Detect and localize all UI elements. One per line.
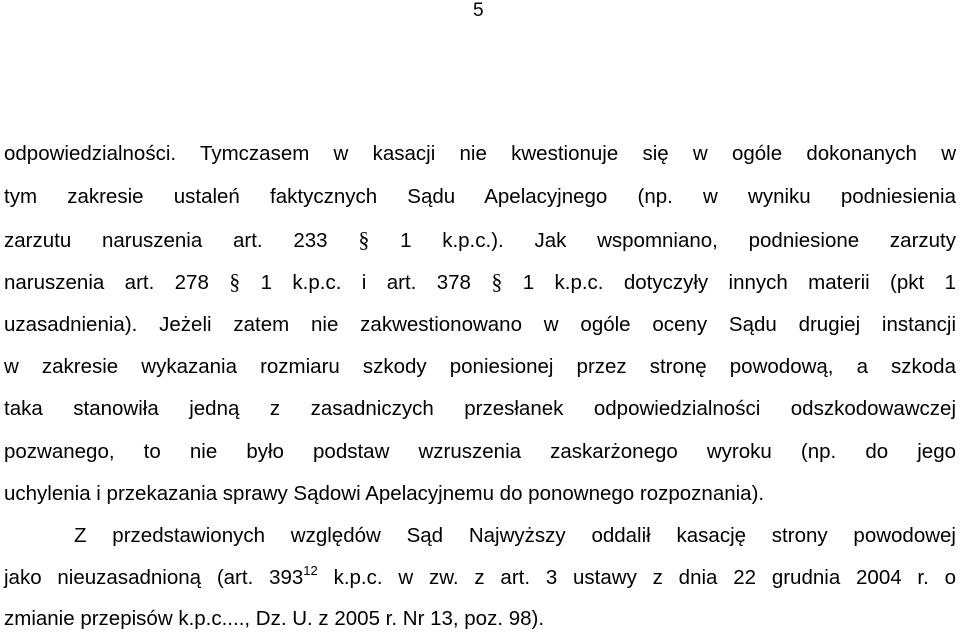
text-segment: 1 k.p.c.). Jak wspomniano, podniesione zarzuty — [400, 229, 956, 252]
text-line-4 — [4, 270, 956, 295]
text-segment: 1 k.p.c. dotyczyły innych materii (pkt 1 — [522, 271, 957, 294]
text-segment: 1 k.p.c. i art. 378 — [260, 271, 471, 294]
text-line-6: w zakresie wykazania rozmiaru szkody poniesionej przez stronę powodową, a szkoda — [4, 355, 956, 378]
text-segment: naruszenia art. 278 — [4, 271, 209, 294]
section-sign: § — [491, 269, 503, 294]
text-line-1: odpowiedzialności. Tymczasem w kasacji nie kwestionuje się w ogóle dokonanych w — [4, 142, 956, 165]
section-sign: § — [229, 269, 241, 294]
text-line-8: pozwanego, to nie było podstaw wzruszenia zaskarżonego wyroku (np. do jego — [4, 440, 956, 463]
text-line-5: uzasadnienia). Jeżeli zatem nie zakwestionowano w ogóle oceny Sądu drugiej instancji — [4, 313, 956, 336]
text-segment: zarzutu naruszenia art. 233 — [4, 229, 328, 252]
text-line-10: Z przedstawionych względów Sąd Najwyższy oddalił kasację strony powodowej — [74, 524, 956, 547]
text-line-11 — [4, 563, 957, 590]
text-line-2: tym zakresie ustaleń faktycznych Sądu Apelacyjnego (np. w wyniku podniesienia — [4, 185, 956, 208]
superscript: 12 — [303, 563, 318, 578]
section-sign: § — [358, 227, 370, 252]
text-line-3 — [4, 228, 956, 253]
text-segment: k.p.c. w zw. z art. 3 ustawy z dnia 22 grudnia 2004 r. o — [333, 566, 957, 589]
text-line-12: zmianie przepisów k.p.c...., Dz. U. z 2005 r. Nr 13, poz. 98). — [4, 607, 545, 630]
text-line-7: taka stanowiła jedną z zasadniczych przesłanek odpowiedzialności odszkodowawczej — [4, 397, 956, 420]
page-number: 5 — [473, 0, 484, 21]
text-line-9: uchylenia i przekazania sprawy Sądowi Apelacyjnemu do ponownego rozpoznania). — [4, 482, 765, 505]
text-segment: jako nieuzasadnioną (art. 393 — [4, 566, 304, 589]
